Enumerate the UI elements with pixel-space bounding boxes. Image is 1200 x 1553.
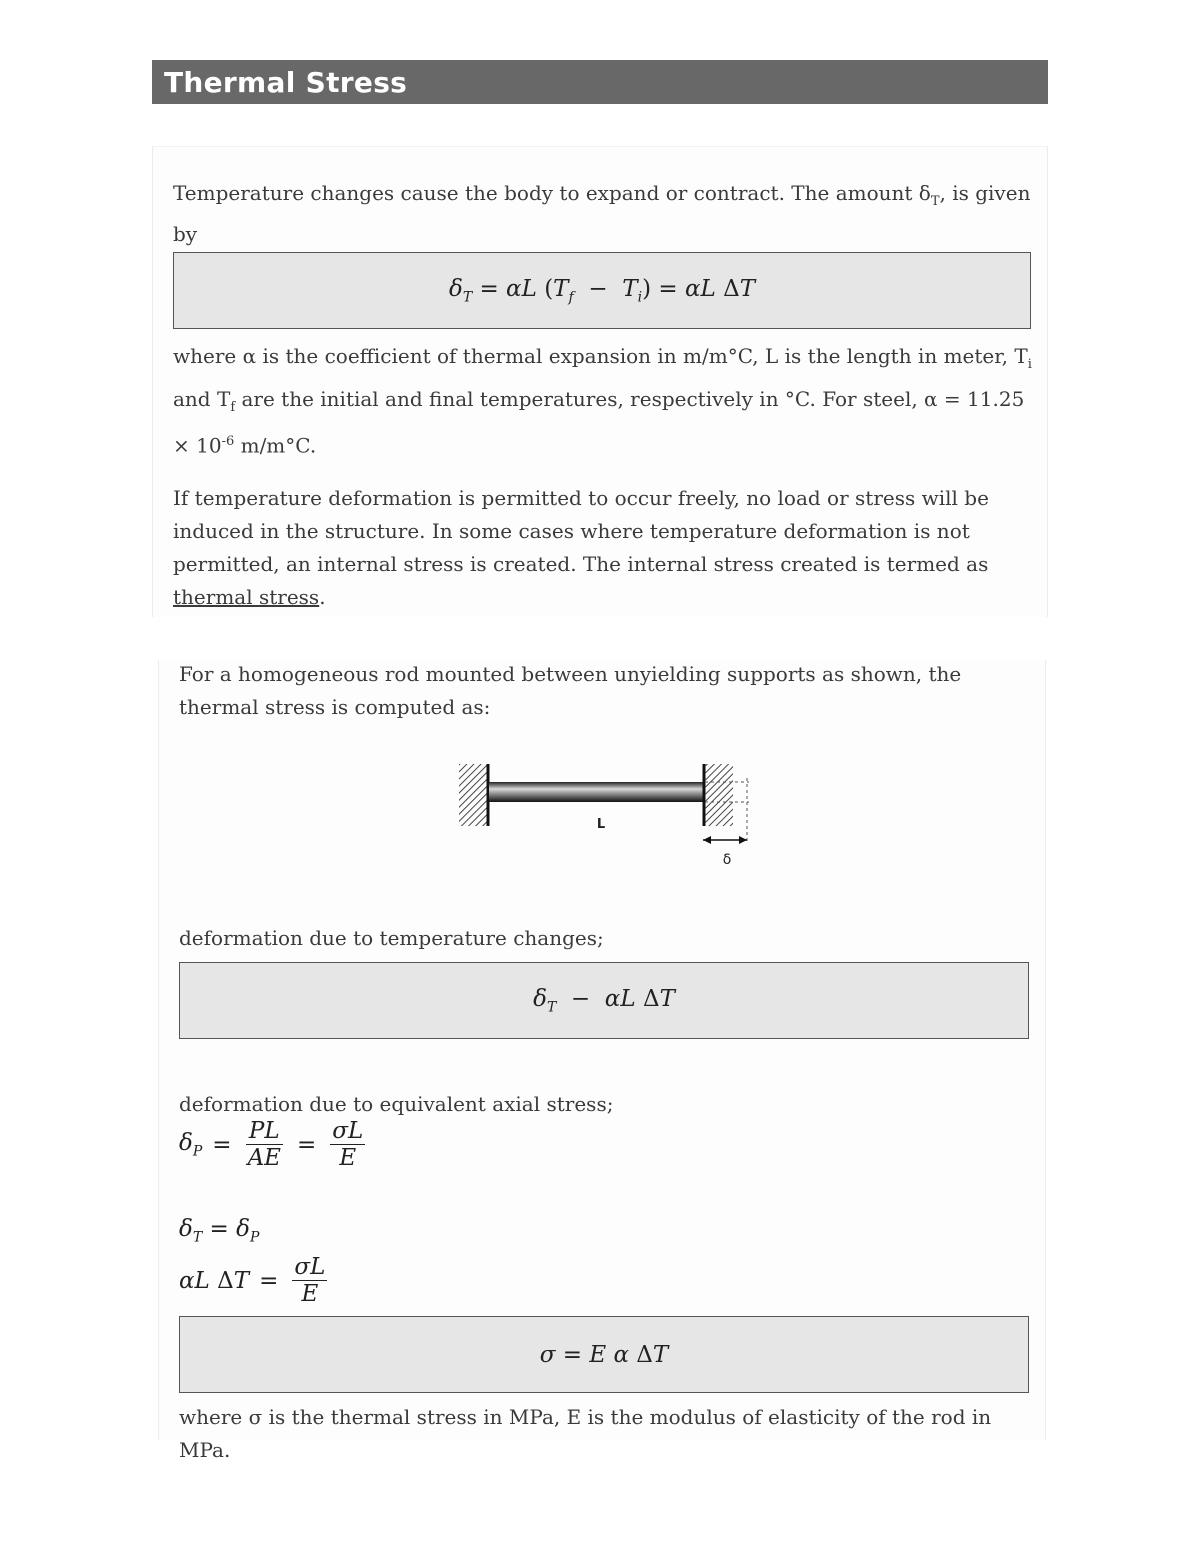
- final-paragraph: where σ is the thermal stress in MPa, E is the modulus of elasticity of the rod in MPa.: [179, 1405, 992, 1462]
- rod-figure: [449, 760, 759, 870]
- formula-result: σ = E α ΔT: [539, 1341, 669, 1368]
- thermal-stress-paragraph: If temperature deformation is permitted to occur freely, no load or stress will be induced in the structure. In some cases where temperature deformation is not permitted, an internal stress is created. The internal stress created is termed as thermal stress.: [173, 486, 989, 609]
- temp-deformation-caption: deformation due to temperature changes;: [179, 926, 604, 950]
- formula-thermal-deformation-box: [173, 252, 1031, 329]
- where-paragraph: where α is the coefficient of thermal expansion in m/m°C, L is the length in meter, $T_i$ and $T_f$ are the initial and final temperatures, respectively in °C. For steel, $\alpha = 11.25 \times 10^{-6}$ m/m°C.: [173, 344, 1032, 458]
- thermal-stress-link[interactable]: thermal stress: [173, 585, 320, 609]
- intro-paragraph: Temperature changes cause the body to expand or contract. The amount $\delta_T$, is given by: [173, 181, 1031, 246]
- formula-axial: $\delta_P$ = $\frac{PL}{AE}$ = $\frac{\sigma L}{E}$: [179, 1118, 364, 1171]
- left-support: [459, 764, 487, 826]
- formula-equal: $\delta_T = \delta_P$: [179, 1216, 260, 1246]
- formula-thermal-deformation: $\delta_T = \alpha L$ $(T_f - T_i) = \alpha L$ ΔT: [448, 275, 756, 306]
- formula-temp: $\delta_T - \alpha L$ ΔT: [533, 985, 675, 1016]
- intro-card: [152, 146, 1048, 617]
- rod-card: [158, 660, 1046, 1462]
- axial-deformation-caption: deformation due to equivalent axial stress;: [179, 1092, 614, 1116]
- formula-result-box: [179, 1316, 1029, 1393]
- delta-label: δ: [722, 852, 732, 868]
- right-support: [705, 764, 733, 826]
- rod-intro-paragraph: For a homogeneous rod mounted between unyielding supports as shown, the thermal stress is computed as:: [179, 662, 962, 719]
- page-title: Thermal Stress: [164, 66, 408, 99]
- rod: [489, 782, 703, 802]
- formula-substitution: αL ΔT = $\frac{\sigma L}{E}$: [179, 1254, 326, 1307]
- formula-temp-box: [179, 962, 1029, 1039]
- length-label: L: [596, 817, 606, 832]
- title-bar: [152, 60, 1048, 104]
